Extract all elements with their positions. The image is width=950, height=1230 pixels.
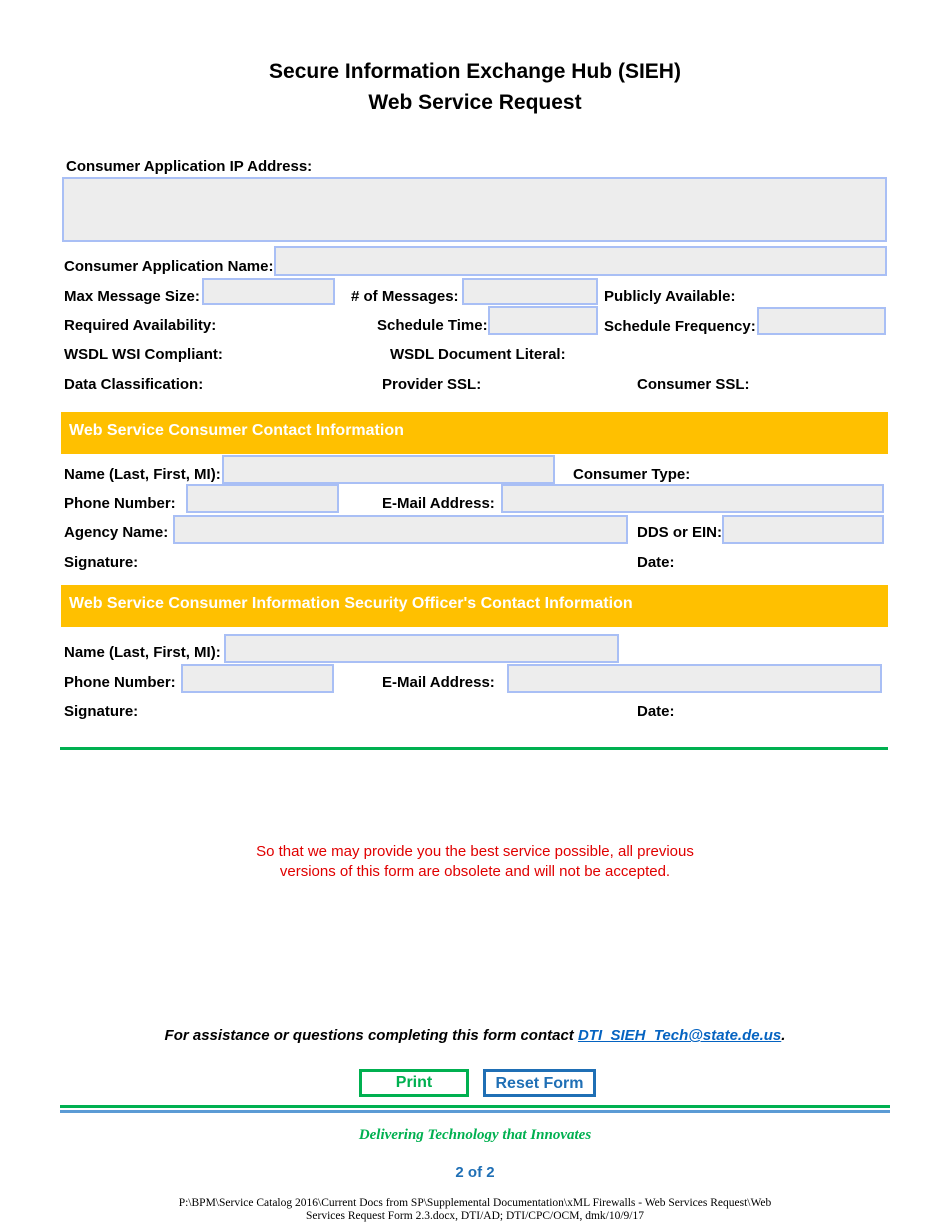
data-classification-label: Data Classification: <box>64 376 204 393</box>
wsdl-wsi-label: WSDL WSI Compliant: <box>64 346 223 363</box>
num-messages-label: # of Messages: <box>351 288 459 305</box>
iso-email-field[interactable] <box>507 664 882 693</box>
assistance-prefix: For assistance or questions completing this form contact <box>164 1027 578 1044</box>
page-subtitle: Web Service Request <box>368 91 582 114</box>
iso-phone-field[interactable] <box>181 664 334 693</box>
agency-name-label: Agency Name: <box>64 524 169 541</box>
consumer-ssl-label: Consumer SSL: <box>637 376 750 393</box>
app-name-label: Consumer Application Name: <box>64 258 274 275</box>
file-path-line1: P:\BPM\Service Catalog 2016\Current Docs from SP\Supplemental Documentation\xML Firewalls - Web Services Request\Web <box>178 1197 772 1209</box>
schedule-frequency-field[interactable] <box>757 307 886 335</box>
support-email-link[interactable]: DTI_SIEH_Tech@state.de.us <box>577 1027 782 1044</box>
num-messages-field[interactable] <box>462 278 598 305</box>
page-number: 2 of 2 <box>455 1164 495 1181</box>
max-message-size-field[interactable] <box>202 278 335 305</box>
iso-email-label: E-Mail Address: <box>382 674 495 691</box>
consumer-contact-heading: Web Service Consumer Contact Information <box>61 412 888 454</box>
schedule-time-label: Schedule Time: <box>377 317 488 334</box>
schedule-frequency-label: Schedule Frequency: <box>604 318 756 335</box>
reset-form-button[interactable]: Reset Form <box>483 1069 596 1097</box>
print-button[interactable]: Print <box>359 1069 469 1097</box>
publicly-available-label: Publicly Available: <box>604 288 736 305</box>
consumer-signature-label: Signature: <box>64 554 139 571</box>
schedule-time-field[interactable] <box>488 306 598 335</box>
assistance-text <box>0 1027 950 1044</box>
consumer-email-field[interactable] <box>501 484 884 513</box>
consumer-name-field[interactable] <box>222 455 555 484</box>
tagline: Delivering Technology that Innovates <box>358 1127 592 1143</box>
footer-rule-green <box>60 1105 890 1108</box>
agency-name-field[interactable] <box>173 515 628 544</box>
iso-name-label: Name (Last, First, MI): <box>64 644 221 661</box>
required-availability-label: Required Availability: <box>64 317 217 334</box>
consumer-type-label: Consumer Type: <box>573 466 691 483</box>
iso-name-field[interactable] <box>224 634 619 663</box>
iso-date-label: Date: <box>637 703 675 720</box>
consumer-email-label: E-Mail Address: <box>382 495 495 512</box>
iso-phone-label: Phone Number: <box>64 674 176 691</box>
max-message-size-label: Max Message Size: <box>64 288 200 305</box>
footer-rule-blue <box>60 1110 890 1113</box>
iso-contact-heading: Web Service Consumer Information Security Officer's Contact Information <box>61 585 888 627</box>
dds-ein-label: DDS or EIN: <box>637 524 723 541</box>
ip-address-label: Consumer Application IP Address: <box>66 158 313 175</box>
app-name-field[interactable] <box>274 246 887 276</box>
assistance-suffix: . <box>781 1027 786 1044</box>
file-path-line2: Services Request Form 2.3.docx, DTI/AD; DTI/CPC/OCM, dmk/10/9/17 <box>306 1210 644 1222</box>
consumer-date-label: Date: <box>637 554 675 571</box>
section-divider <box>60 747 888 750</box>
ip-address-field[interactable] <box>62 177 887 242</box>
page-title: Secure Information Exchange Hub (SIEH) <box>269 60 681 83</box>
consumer-phone-label: Phone Number: <box>64 495 176 512</box>
consumer-name-label: Name (Last, First, MI): <box>64 466 221 483</box>
provider-ssl-label: Provider SSL: <box>382 376 482 393</box>
iso-signature-label: Signature: <box>64 703 139 720</box>
obsolete-notice-line2: versions of this form are obsolete and will not be accepted. <box>279 863 671 880</box>
wsdl-document-literal-label: WSDL Document Literal: <box>390 346 566 363</box>
consumer-phone-field[interactable] <box>186 484 339 513</box>
obsolete-notice-line1: So that we may provide you the best service possible, all previous <box>256 843 694 860</box>
dds-ein-field[interactable] <box>722 515 884 544</box>
